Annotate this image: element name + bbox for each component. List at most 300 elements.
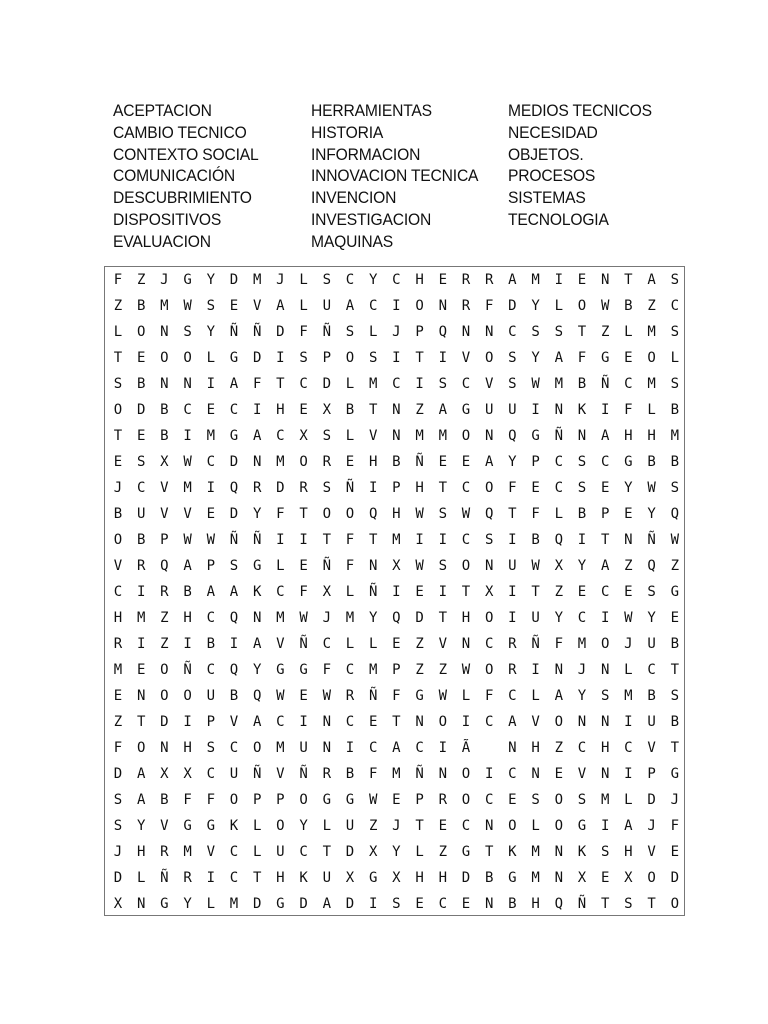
grid-cell: Ñ bbox=[368, 688, 378, 704]
grid-cell: D bbox=[322, 376, 332, 392]
grid-cell: S bbox=[647, 584, 656, 600]
grid-cell: Ñ bbox=[322, 324, 332, 340]
grid-cell: M bbox=[368, 662, 378, 678]
grid-cell: U bbox=[322, 298, 332, 314]
grid-cell: O bbox=[484, 610, 494, 626]
grid-cell: S bbox=[345, 324, 355, 340]
grid-cell: D bbox=[160, 714, 169, 730]
grid-cell: Q bbox=[554, 896, 564, 912]
word-list-item: HISTORIA bbox=[311, 122, 384, 142]
grid-cell: H bbox=[600, 740, 610, 756]
grid-cell: I bbox=[299, 532, 308, 548]
grid-cell: H bbox=[368, 454, 378, 470]
grid-cell: V bbox=[461, 350, 471, 366]
grid-cell: N bbox=[183, 376, 192, 392]
grid-cell: A bbox=[183, 558, 192, 574]
grid-cell: E bbox=[136, 350, 146, 366]
grid-cell: F bbox=[299, 324, 308, 340]
grid-row bbox=[105, 761, 684, 787]
grid-cell: H bbox=[183, 610, 192, 626]
grid-cell: G bbox=[624, 454, 633, 470]
grid-cell: X bbox=[554, 558, 564, 574]
grid-cell: P bbox=[206, 714, 216, 730]
grid-cell: M bbox=[229, 896, 239, 912]
grid-cell: I bbox=[345, 740, 355, 756]
grid-cell: U bbox=[531, 610, 540, 626]
grid-cell: O bbox=[484, 662, 494, 678]
grid-cell: E bbox=[299, 558, 308, 574]
grid-cell: V bbox=[438, 636, 448, 652]
word-list-item: TECNOLOGIA bbox=[508, 209, 609, 229]
grid-cell: A bbox=[554, 350, 564, 366]
grid-cell: E bbox=[392, 636, 401, 652]
grid-cell: S bbox=[322, 480, 332, 496]
grid-row bbox=[105, 865, 684, 891]
grid-cell: S bbox=[600, 688, 610, 704]
grid-cell: Y bbox=[368, 272, 378, 288]
grid-cell: W bbox=[276, 688, 285, 704]
word-list-item: DISPOSITIVOS bbox=[113, 209, 222, 229]
grid-cell: R bbox=[113, 636, 123, 652]
grid-cell: V bbox=[229, 714, 239, 730]
grid-cell: J bbox=[647, 818, 656, 834]
grid-cell: P bbox=[322, 350, 332, 366]
grid-cell: C bbox=[206, 662, 216, 678]
grid-cell: R bbox=[461, 298, 471, 314]
grid-cell: G bbox=[670, 766, 680, 782]
grid-cell: C bbox=[113, 584, 123, 600]
grid-cell: S bbox=[438, 376, 448, 392]
grid-cell: I bbox=[624, 766, 633, 782]
grid-cell: M bbox=[206, 428, 216, 444]
grid-cell: Z bbox=[415, 636, 424, 652]
grid-cell: Ñ bbox=[183, 662, 192, 678]
word-column-2 bbox=[311, 100, 493, 253]
grid-cell: R bbox=[345, 688, 355, 704]
grid-cell: R bbox=[252, 480, 262, 496]
grid-cell: G bbox=[276, 662, 285, 678]
grid-cell: G bbox=[229, 350, 239, 366]
grid-cell: I bbox=[415, 376, 424, 392]
grid-cell: O bbox=[113, 402, 123, 418]
grid-row bbox=[105, 631, 684, 657]
grid-cell: S bbox=[229, 558, 239, 574]
grid-cell: V bbox=[276, 636, 285, 652]
grid-cell: T bbox=[624, 272, 633, 288]
grid-cell: E bbox=[600, 870, 610, 886]
grid-cell: B bbox=[508, 896, 517, 912]
grid-cell: I bbox=[206, 870, 216, 886]
grid-cell: Z bbox=[160, 610, 169, 626]
grid-cell: N bbox=[484, 818, 494, 834]
grid-cell: L bbox=[461, 688, 471, 704]
grid-cell: C bbox=[276, 584, 285, 600]
grid-cell: I bbox=[624, 714, 633, 730]
grid-cell: B bbox=[345, 766, 355, 782]
grid-cell: C bbox=[206, 766, 216, 782]
grid-cell: A bbox=[624, 818, 633, 834]
grid-cell: G bbox=[345, 792, 355, 808]
grid-cell: C bbox=[554, 480, 564, 496]
grid-cell: U bbox=[647, 636, 656, 652]
grid-row bbox=[105, 319, 684, 345]
grid-cell: C bbox=[206, 610, 216, 626]
grid-cell: T bbox=[368, 402, 378, 418]
grid-cell: T bbox=[113, 350, 123, 366]
grid-cell: N bbox=[554, 662, 564, 678]
grid-cell: O bbox=[461, 428, 471, 444]
grid-cell: P bbox=[392, 480, 401, 496]
grid-cell: O bbox=[554, 714, 564, 730]
grid-cell: Y bbox=[206, 272, 216, 288]
grid-cell: M bbox=[136, 610, 146, 626]
grid-cell: G bbox=[160, 896, 169, 912]
grid-cell: Y bbox=[183, 896, 192, 912]
grid-cell: I bbox=[508, 584, 517, 600]
grid-cell: T bbox=[600, 532, 610, 548]
grid-cell: N bbox=[484, 896, 494, 912]
grid-cell: R bbox=[322, 454, 332, 470]
grid-cell: E bbox=[508, 792, 517, 808]
grid-cell: N bbox=[461, 636, 471, 652]
grid-cell: C bbox=[183, 402, 192, 418]
grid-cell: C bbox=[392, 376, 401, 392]
grid-cell: M bbox=[160, 298, 169, 314]
grid-cell: T bbox=[438, 610, 448, 626]
grid-cell: E bbox=[438, 272, 448, 288]
grid-cell: C bbox=[624, 376, 633, 392]
grid-cell: L bbox=[252, 844, 262, 860]
word-list-item: CAMBIO TECNICO bbox=[113, 122, 247, 142]
grid-cell: C bbox=[600, 584, 610, 600]
grid-cell: M bbox=[183, 844, 192, 860]
grid-cell: Ñ bbox=[368, 584, 378, 600]
grid-cell: W bbox=[206, 532, 216, 548]
grid-cell: W bbox=[183, 298, 192, 314]
grid-cell: L bbox=[252, 818, 262, 834]
grid-cell: N bbox=[136, 896, 146, 912]
grid-cell: C bbox=[670, 298, 680, 314]
grid-cell: I bbox=[183, 428, 192, 444]
grid-cell: C bbox=[368, 298, 378, 314]
grid-cell: F bbox=[276, 506, 285, 522]
grid-cell: Y bbox=[252, 662, 262, 678]
grid-cell: C bbox=[229, 844, 239, 860]
grid-cell: J bbox=[670, 792, 680, 808]
grid-cell: Y bbox=[647, 506, 656, 522]
grid-row bbox=[105, 683, 684, 709]
grid-cell: S bbox=[577, 480, 587, 496]
grid-cell: S bbox=[600, 844, 610, 860]
grid-cell: H bbox=[136, 844, 146, 860]
grid-cell: I bbox=[368, 896, 378, 912]
grid-cell: I bbox=[392, 584, 401, 600]
grid-cell: S bbox=[508, 350, 517, 366]
grid-cell: T bbox=[322, 532, 332, 548]
word-list-item: OBJETOS. bbox=[508, 144, 584, 164]
grid-cell: D bbox=[345, 844, 355, 860]
grid-cell: B bbox=[392, 454, 401, 470]
grid-cell: M bbox=[670, 428, 680, 444]
grid-cell: V bbox=[577, 766, 587, 782]
grid-cell: H bbox=[113, 610, 123, 626]
grid-cell: X bbox=[345, 870, 355, 886]
grid-cell: Ñ bbox=[252, 532, 262, 548]
grid-cell: R bbox=[322, 766, 332, 782]
grid-cell: S bbox=[368, 350, 378, 366]
grid-cell: I bbox=[136, 636, 146, 652]
grid-cell: M bbox=[438, 428, 448, 444]
grid-cell: T bbox=[392, 714, 401, 730]
grid-cell: E bbox=[461, 896, 471, 912]
grid-cell: I bbox=[183, 636, 192, 652]
grid-cell: C bbox=[299, 376, 308, 392]
grid-cell: E bbox=[438, 818, 448, 834]
grid-cell: Z bbox=[415, 402, 424, 418]
grid-cell: V bbox=[160, 818, 169, 834]
grid-cell: X bbox=[392, 870, 401, 886]
grid-cell: Z bbox=[136, 272, 146, 288]
grid-cell: B bbox=[647, 688, 656, 704]
grid-cell: V bbox=[160, 480, 169, 496]
grid-cell: U bbox=[229, 766, 239, 782]
grid-cell: A bbox=[600, 428, 610, 444]
grid-cell: B bbox=[183, 584, 192, 600]
grid-cell: V bbox=[113, 558, 123, 574]
grid-cell: R bbox=[160, 844, 169, 860]
grid-cell: B bbox=[670, 636, 680, 652]
grid-cell: B bbox=[160, 428, 169, 444]
grid-cell: A bbox=[392, 740, 401, 756]
grid-cell: T bbox=[322, 844, 332, 860]
grid-cell: W bbox=[531, 558, 540, 574]
grid-cell: U bbox=[508, 558, 517, 574]
grid-cell: T bbox=[415, 818, 424, 834]
grid-cell: L bbox=[624, 662, 633, 678]
grid-cell: J bbox=[276, 272, 285, 288]
grid-cell: F bbox=[322, 662, 332, 678]
grid-cell: N bbox=[160, 324, 169, 340]
grid-cell: M bbox=[252, 272, 262, 288]
grid-cell: N bbox=[508, 740, 517, 756]
grid-cell: A bbox=[252, 428, 262, 444]
grid-cell: O bbox=[229, 792, 239, 808]
grid-cell: N bbox=[368, 558, 378, 574]
grid-cell: X bbox=[299, 428, 308, 444]
grid-cell: S bbox=[670, 272, 680, 288]
grid-cell: C bbox=[229, 870, 239, 886]
grid-cell: Y bbox=[206, 324, 216, 340]
grid-cell: Y bbox=[577, 688, 587, 704]
grid-cell: Z bbox=[647, 298, 656, 314]
grid-cell: L bbox=[322, 818, 332, 834]
grid-cell: M bbox=[276, 454, 285, 470]
grid-cell: O bbox=[647, 350, 656, 366]
grid-cell: Q bbox=[392, 610, 401, 626]
grid-cell: O bbox=[136, 740, 146, 756]
grid-cell: E bbox=[624, 584, 633, 600]
grid-cell: M bbox=[392, 532, 401, 548]
grid-cell: W bbox=[322, 688, 332, 704]
grid-cell: A bbox=[136, 766, 146, 782]
grid-cell: P bbox=[647, 766, 656, 782]
grid-cell: Ñ bbox=[600, 376, 610, 392]
grid-cell: O bbox=[276, 818, 285, 834]
grid-cell: M bbox=[183, 480, 192, 496]
grid-cell: I bbox=[554, 272, 564, 288]
grid-cell: P bbox=[531, 454, 540, 470]
grid-cell: F bbox=[392, 688, 401, 704]
grid-cell: C bbox=[345, 272, 355, 288]
grid-cell: Ñ bbox=[160, 870, 169, 886]
grid-cell: A bbox=[229, 376, 239, 392]
grid-cell: I bbox=[484, 766, 494, 782]
grid-cell: Z bbox=[160, 636, 169, 652]
grid-cell: Ñ bbox=[554, 428, 564, 444]
grid-cell: W bbox=[624, 610, 633, 626]
grid-cell: L bbox=[345, 584, 355, 600]
grid-cell: P bbox=[276, 792, 285, 808]
grid-cell: S bbox=[670, 324, 680, 340]
grid-cell: G bbox=[461, 402, 471, 418]
grid-cell: T bbox=[600, 896, 610, 912]
grid-cell: L bbox=[531, 818, 540, 834]
grid-cell: A bbox=[252, 636, 262, 652]
grid-cell: E bbox=[600, 480, 610, 496]
grid-cell: L bbox=[554, 298, 564, 314]
grid-cell: C bbox=[484, 714, 494, 730]
grid-cell: F bbox=[624, 402, 633, 418]
grid-cell: F bbox=[345, 558, 355, 574]
grid-cell: F bbox=[368, 766, 378, 782]
grid-cell: I bbox=[461, 714, 471, 730]
grid-cell: H bbox=[276, 402, 285, 418]
grid-cell: Z bbox=[554, 740, 564, 756]
grid-cell: N bbox=[577, 714, 587, 730]
grid-cell: S bbox=[484, 532, 494, 548]
grid-cell: Y bbox=[392, 844, 401, 860]
word-list-item: MAQUINAS bbox=[311, 231, 393, 251]
grid-cell: V bbox=[206, 844, 216, 860]
grid-cell: L bbox=[299, 272, 308, 288]
grid-cell: W bbox=[438, 688, 448, 704]
grid-cell: C bbox=[624, 740, 633, 756]
grid-cell: K bbox=[577, 844, 587, 860]
grid-cell: G bbox=[670, 584, 680, 600]
grid-cell: R bbox=[438, 792, 448, 808]
grid-cell: D bbox=[229, 506, 239, 522]
grid-cell: F bbox=[252, 376, 262, 392]
grid-cell: I bbox=[415, 532, 424, 548]
grid-cell: D bbox=[415, 610, 424, 626]
grid-cell: E bbox=[345, 454, 355, 470]
grid-cell: T bbox=[415, 350, 424, 366]
grid-cell: I bbox=[600, 402, 610, 418]
grid-cell: W bbox=[415, 558, 424, 574]
grid-cell: C bbox=[600, 454, 610, 470]
grid-cell: U bbox=[647, 714, 656, 730]
grid-row bbox=[105, 345, 684, 371]
grid-cell: Q bbox=[229, 610, 239, 626]
grid-cell: N bbox=[554, 870, 564, 886]
grid-cell: Ñ bbox=[415, 766, 424, 782]
grid-cell: Ñ bbox=[229, 532, 239, 548]
grid-cell: I bbox=[508, 610, 517, 626]
grid-cell: Ñ bbox=[345, 480, 355, 496]
grid-cell: Ñ bbox=[415, 454, 424, 470]
grid-row bbox=[105, 449, 684, 475]
grid-cell: Z bbox=[600, 324, 610, 340]
grid-cell: O bbox=[183, 350, 192, 366]
grid-cell: O bbox=[647, 870, 656, 886]
grid-cell: I bbox=[206, 480, 216, 496]
grid-cell: C bbox=[276, 428, 285, 444]
grid-cell: F bbox=[531, 506, 540, 522]
grid-cell: T bbox=[438, 480, 448, 496]
grid-row bbox=[105, 423, 684, 449]
grid-cell: L bbox=[670, 350, 680, 366]
grid-cell: N bbox=[136, 688, 146, 704]
grid-cell: U bbox=[276, 844, 285, 860]
grid-cell: C bbox=[136, 480, 146, 496]
grid-cell: D bbox=[276, 324, 285, 340]
grid-cell: N bbox=[600, 714, 610, 730]
grid-cell: Q bbox=[438, 324, 448, 340]
grid-cell: X bbox=[113, 896, 123, 912]
grid-row bbox=[105, 709, 684, 735]
grid-cell: J bbox=[322, 610, 332, 626]
grid-cell: Ñ bbox=[531, 636, 540, 652]
grid-cell: K bbox=[252, 584, 262, 600]
grid-cell: T bbox=[484, 844, 494, 860]
grid-cell: N bbox=[252, 610, 262, 626]
grid-row bbox=[105, 787, 684, 813]
grid-cell: D bbox=[508, 298, 517, 314]
grid-cell: F bbox=[484, 688, 494, 704]
grid-row bbox=[105, 579, 684, 605]
grid-cell: T bbox=[252, 870, 262, 886]
grid-cell: B bbox=[670, 714, 680, 730]
grid-cell: I bbox=[392, 350, 401, 366]
grid-cell: B bbox=[670, 402, 680, 418]
grid-cell: J bbox=[113, 480, 123, 496]
grid-cell: S bbox=[554, 324, 564, 340]
grid-cell: C bbox=[229, 402, 239, 418]
grid-cell: O bbox=[484, 350, 494, 366]
grid-cell: O bbox=[484, 480, 494, 496]
grid-cell: C bbox=[484, 636, 494, 652]
grid-cell: O bbox=[461, 766, 471, 782]
grid-cell: M bbox=[647, 376, 656, 392]
grid-cell: Q bbox=[554, 532, 564, 548]
grid-cell: R bbox=[461, 272, 471, 288]
grid-cell: C bbox=[206, 454, 216, 470]
grid-cell: B bbox=[160, 402, 169, 418]
grid-cell: A bbox=[252, 714, 262, 730]
grid-cell: N bbox=[554, 402, 564, 418]
grid-row bbox=[105, 839, 684, 865]
grid-cell: Y bbox=[554, 610, 564, 626]
grid-cell: B bbox=[670, 454, 680, 470]
grid-cell: E bbox=[229, 298, 239, 314]
grid-cell: K bbox=[508, 844, 517, 860]
grid-cell: R bbox=[484, 272, 494, 288]
grid-cell: Q bbox=[508, 428, 517, 444]
grid-cell: L bbox=[113, 324, 123, 340]
grid-cell: K bbox=[229, 818, 239, 834]
grid-cell: G bbox=[299, 662, 308, 678]
grid-cell: O bbox=[600, 636, 610, 652]
